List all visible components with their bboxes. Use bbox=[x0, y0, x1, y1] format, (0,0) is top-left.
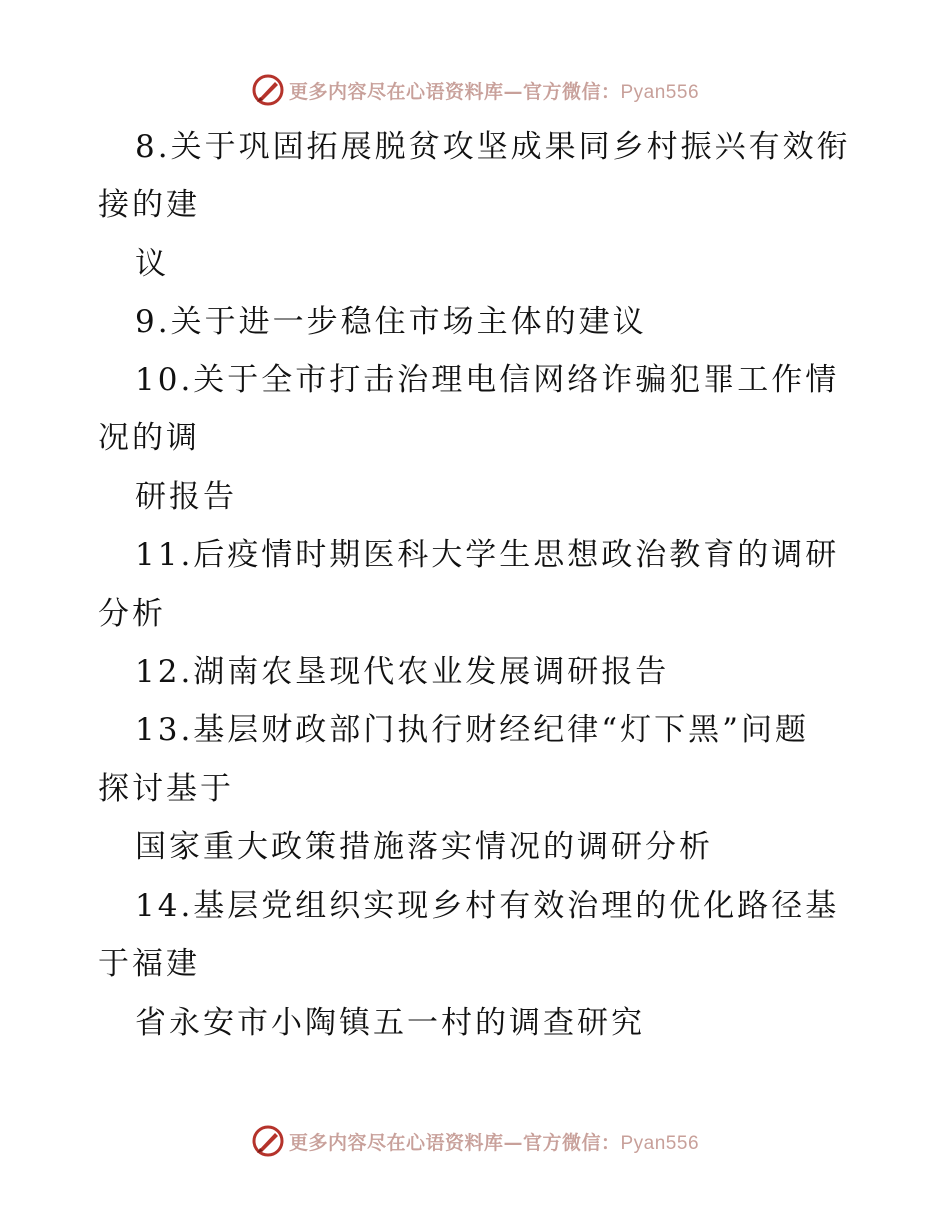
list-item-continuation: 况的调 bbox=[98, 420, 200, 456]
footer-watermark bbox=[0, 1121, 950, 1161]
list-item-continuation: 研报告 bbox=[135, 479, 237, 515]
list-item: 14.基层党组织实现乡村有效治理的优化路径基 bbox=[135, 888, 840, 924]
list-item-continuation: 国家重大政策措施落实情况的调研分析 bbox=[135, 829, 713, 865]
header-wechat-handle: Pyan556 bbox=[620, 81, 700, 103]
list-item: 13.基层财政部门执行财经纪律“灯下黑”问题 bbox=[135, 712, 809, 748]
quill-pen-logo-icon bbox=[251, 1124, 285, 1158]
list-item-continuation: 省永安市小陶镇五一村的调查研究 bbox=[135, 1005, 645, 1041]
list-item-continuation: 接的建 bbox=[98, 187, 200, 223]
list-item: 11.后疫情时期医科大学生思想政治教育的调研 bbox=[135, 537, 840, 573]
quill-pen-logo-icon bbox=[251, 73, 285, 107]
footer-wechat-handle: Pyan556 bbox=[620, 1132, 700, 1154]
header-watermark-text: 更多内容尽在心语资料库—官方微信：Pyan556 bbox=[288, 80, 700, 103]
list-item: 8.关于巩固拓展脱贫攻坚成果同乡村振兴有效衔 bbox=[135, 129, 851, 165]
footer-watermark-text: 更多内容尽在心语资料库—官方微信：Pyan556 bbox=[288, 1131, 700, 1154]
list-item-continuation: 于福建 bbox=[98, 946, 200, 982]
header-watermark bbox=[0, 70, 950, 110]
list-item: 9.关于进一步稳住市场主体的建议 bbox=[135, 304, 647, 340]
list-item: 10.关于全市打击治理电信网络诈骗犯罪工作情 bbox=[135, 362, 840, 398]
list-item: 12.湖南农垦现代农业发展调研报告 bbox=[135, 654, 670, 690]
list-item-continuation: 议 bbox=[135, 246, 169, 282]
list-item-continuation: 探讨基于 bbox=[98, 771, 234, 807]
list-item-continuation: 分析 bbox=[98, 596, 166, 632]
